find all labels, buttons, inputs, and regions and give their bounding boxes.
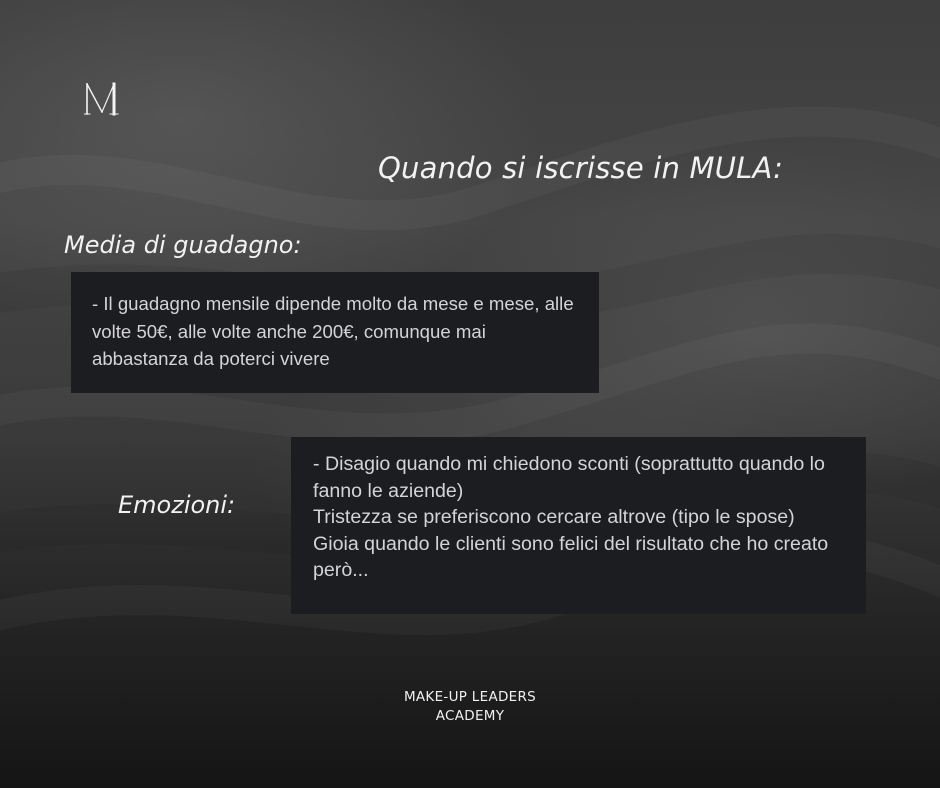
brand-footer [0, 688, 940, 726]
brand-name-line1: MAKE-UP LEADERS [403, 689, 537, 705]
emotions-line-discomfort: - Disagio quando mi chiedono sconti (soprattutto quando lo fanno le aziende) [313, 453, 825, 502]
emotions-line-joy: Gioia quando le clienti sono felici del risultato che ho creato però... [313, 532, 829, 582]
earnings-message-card [71, 272, 599, 393]
emotions-line-sadness: Tristezza se preferiscono cercare altrove (tipo le spose) [313, 506, 795, 529]
brand-name-line2: ACADEMY [435, 708, 505, 724]
m-monogram-icon [84, 80, 120, 118]
emotions-label: Emozioni: [118, 491, 236, 519]
emotions-message-card [291, 437, 866, 614]
earnings-text: - Il guadagno mensile dipende molto da mese e mese, alle volte 50€, alle volte anche 200€, comunque mai abbastanza da poterci vivere [92, 293, 574, 369]
earnings-label: Media di guadagno: [64, 231, 302, 259]
page-title: Quando si iscrisse in MULA: [378, 151, 784, 185]
